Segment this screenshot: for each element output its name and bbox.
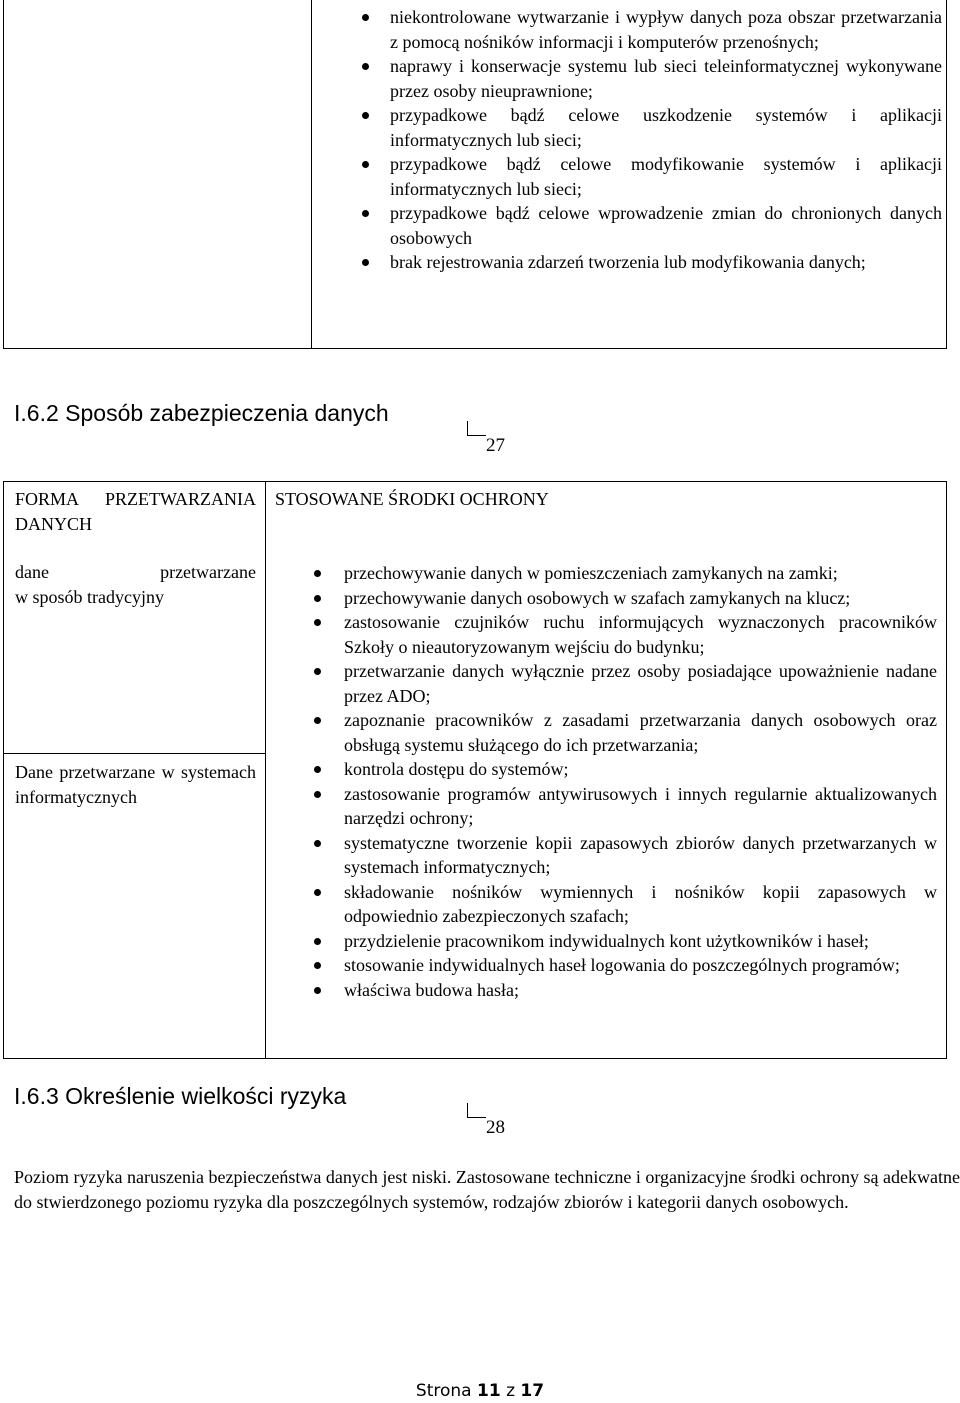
footer-label: Strona xyxy=(415,1381,472,1401)
list-item: przypadkowe bądź celowe modyfikowanie systemów i aplikacji informatycznych lub sieci; xyxy=(390,152,942,201)
bullet-icon xyxy=(362,210,369,217)
bullet-icon xyxy=(314,938,321,945)
paragraph-marker-icon xyxy=(467,1103,486,1118)
list-item: przydzielenie pracownikom indywidualnych kont użytkowników i haseł; xyxy=(344,929,937,954)
bullet-icon xyxy=(314,766,321,773)
list-item: stosowanie indywidualnych haseł logowania do poszczególnych programów; xyxy=(344,953,937,978)
bullet-icon xyxy=(314,595,321,602)
bullet-icon xyxy=(314,889,321,896)
bullet-icon xyxy=(362,161,369,168)
section-heading-risk-level: I.6.3 Określenie wielkości ryzyka xyxy=(14,1083,347,1109)
paragraph-number: 28 xyxy=(486,1117,505,1139)
list-item: składowanie nośników wymiennych i nośników kopii zapasowych w odpowiednio zabezpieczonych szafach; xyxy=(344,880,937,929)
list-item: przechowywanie danych w pomieszczeniach zamykanych na zamki; xyxy=(344,561,937,586)
traditional-processing-label: dane przetwarzane w sposób tradycyjny xyxy=(15,562,256,607)
bullet-icon xyxy=(314,962,321,969)
bullet-icon xyxy=(362,259,369,266)
bullet-icon xyxy=(362,63,369,70)
bullet-icon xyxy=(314,668,321,675)
bullet-icon xyxy=(362,112,369,119)
list-item: zapoznanie pracowników z zasadami przetwarzania danych osobowych oraz obsługą systemu służącego do ich przetwarzania; xyxy=(344,708,937,757)
list-item: kontrola dostępu do systemów; xyxy=(344,757,937,782)
bullet-icon xyxy=(314,987,321,994)
bullet-icon xyxy=(314,791,321,798)
footer-separator: z xyxy=(506,1381,515,1401)
list-item: zastosowanie czujników ruchu informujących wyznaczonych pracowników Szkoły o nieautoryzowanym wejściu do budynku; xyxy=(344,610,937,659)
bullet-icon xyxy=(314,570,321,577)
bullet-icon xyxy=(314,840,321,847)
threats-list xyxy=(390,5,942,275)
threats-table xyxy=(3,0,947,349)
section-heading-data-protection: I.6.2 Sposób zabezpieczenia danych xyxy=(14,400,389,426)
list-item: przechowywanie danych osobowych w szafach zamykanych na klucz; xyxy=(344,586,937,611)
total-pages-number: 17 xyxy=(520,1381,545,1401)
column-header-processing-form: FORMA PRZETWARZANIA DANYCH xyxy=(15,489,256,534)
list-item: przetwarzanie danych wyłącznie przez osoby posiadające upoważnienie nadane przez ADO; xyxy=(344,659,937,708)
list-item: brak rejestrowania zdarzeń tworzenia lub modyfikowania danych; xyxy=(390,250,942,275)
bullet-icon xyxy=(314,619,321,626)
current-page-number: 11 xyxy=(476,1381,501,1401)
table-divider xyxy=(311,0,312,348)
risk-conclusion-paragraph: Poziom ryzyka naruszenia bezpieczeństwa danych jest niski. Zastosowane techniczne i organizacyjne środki ochrony są adekwatne do stwierdzonego poziomu ryzyka dla poszczególnych systemów, rodzajów zbiorów i kategorii danych osobowych. xyxy=(14,1167,960,1212)
table-divider xyxy=(4,753,265,754)
paragraph-marker-icon xyxy=(467,421,486,436)
list-item: zastosowanie programów antywirusowych i innych regularnie aktualizowanych narzędzi ochrony; xyxy=(344,782,937,831)
table-divider xyxy=(265,482,266,1058)
list-item: systematyczne tworzenie kopii zapasowych zbiorów danych przetwarzanych w systemach informatycznych; xyxy=(344,831,937,880)
measures-list xyxy=(344,561,937,1002)
bullet-icon xyxy=(314,717,321,724)
list-item: niekontrolowane wytwarzanie i wypływ danych poza obszar przetwarzania z pomocą nośników informacji i komputerów przenośnych; xyxy=(390,5,942,54)
page-footer xyxy=(0,1381,960,1401)
it-systems-processing-label: Dane przetwarzane w systemach informatycznych xyxy=(15,762,256,807)
column-header-measures: STOSOWANE ŚRODKI OCHRONY xyxy=(275,489,549,509)
list-item: naprawy i konserwacje systemu lub sieci teleinformatycznej wykonywane przez osoby nieuprawnione; xyxy=(390,54,942,103)
list-item: właściwa budowa hasła; xyxy=(344,978,937,1003)
protection-measures-table xyxy=(3,481,947,1059)
paragraph-number: 27 xyxy=(486,435,505,457)
list-item: przypadkowe bądź celowe uszkodzenie systemów i aplikacji informatycznych lub sieci; xyxy=(390,103,942,152)
bullet-icon xyxy=(362,14,369,21)
list-item: przypadkowe bądź celowe wprowadzenie zmian do chronionych danych osobowych xyxy=(390,201,942,250)
